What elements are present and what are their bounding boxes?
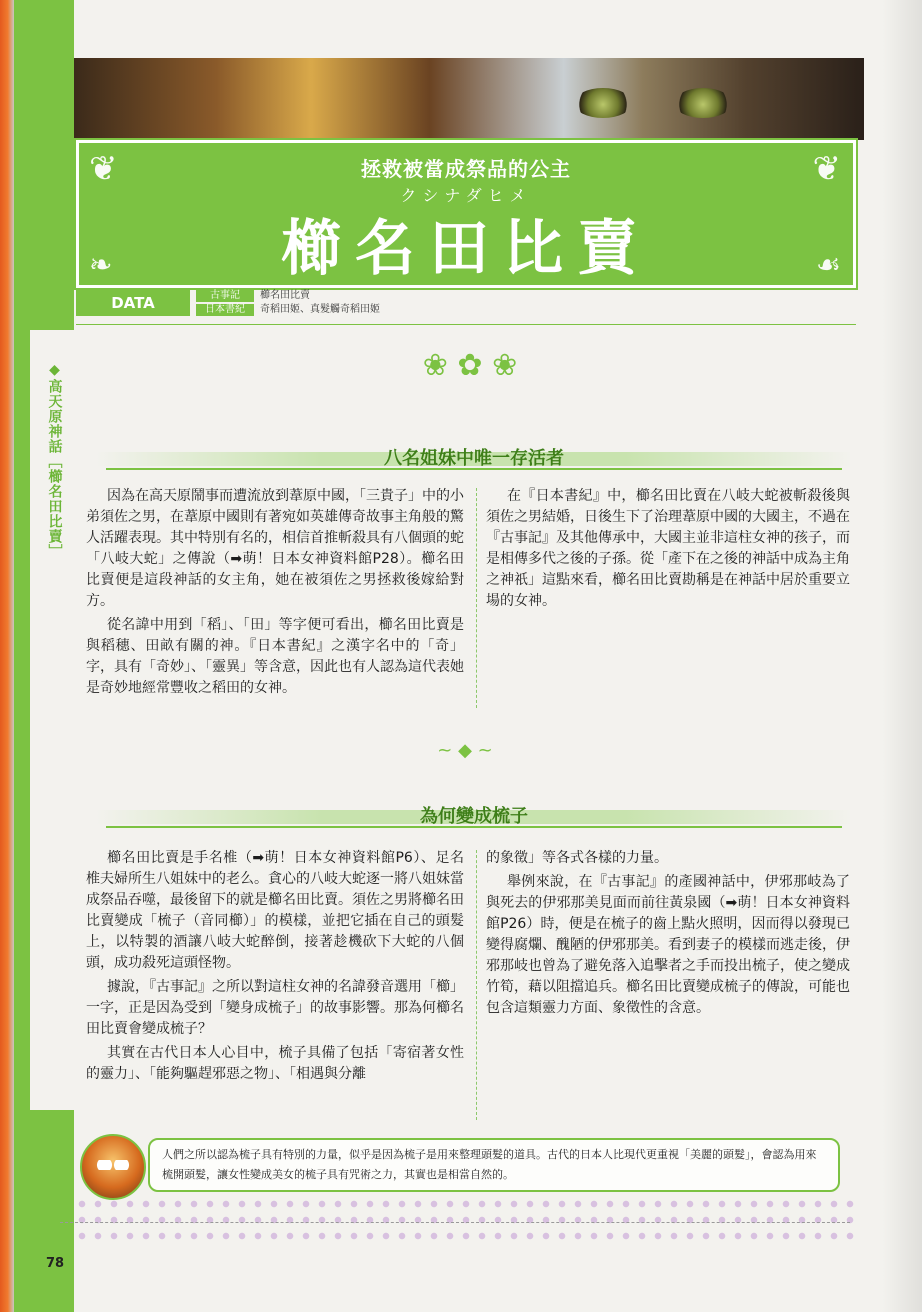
- column-divider: [476, 850, 478, 1120]
- paragraph: 櫛名田比賣是手名椎（➡萌！日本女神資料館P6）、足名椎夫婦所生八姐妹中的老么。貪心的八岐大蛇逐一將八姐妹當成祭品吞噬，最後留下的就是櫛名田比賣。須佐之男將櫛名田比賣變成「梳子（音同櫛）」的模樣，並把它插在自己的頭髮上，以特製的酒讓八岐大蛇醉倒，接著趁機砍下大蛇的八個頭，成功殺死這頭怪物。: [86, 850, 464, 971]
- data-divider: [76, 324, 856, 325]
- page-number: 78: [46, 1256, 65, 1271]
- sidebar-label-text: ◆高天原神話［櫛名田比賣］: [46, 361, 63, 559]
- swirl-ornament-left-icon: ❦: [89, 149, 118, 189]
- swirl-ornament-right-icon: ❦: [812, 149, 841, 189]
- divider-ornament-icon: ~ ◆ ~: [437, 740, 493, 761]
- data-panel: [76, 290, 856, 326]
- section-heading-text: 八名姐妹中唯一存活者: [384, 448, 564, 469]
- section-heading-text: 為何變成梳子: [420, 806, 528, 827]
- paragraph: 因為在高天原鬧事而遭流放到葦原中國，「三貴子」中的小弟須佐之男，在葦原中國則有著宛如英雄傳奇故事主角般的驚人活躍表現。其中特別有名的，相信首推斬殺具有八個頭的蛇「八岐大蛇」之傳說（➡萌！日本女神資料館P28）。櫛名田比賣便是這段神話的女主角，她在被須佐之男拯救後嫁給對方。: [86, 488, 464, 609]
- illustration-eye-left: [574, 88, 632, 118]
- page-edge-orange: [0, 0, 14, 1312]
- section1-left-column: [86, 486, 464, 702]
- title-subtitle: 拯救被當成祭品的公主: [361, 157, 571, 181]
- footer-rule: [60, 1222, 850, 1223]
- data-tab-label: DATA: [76, 290, 190, 316]
- side-note-text: 人們之所以認為梳子具有特別的力量，似乎是因為梳子是用來整理頭髮的道具。古代的日本人比現代更重視「美麗的頭髮」，會認為用來梳開頭髮，讓女性變成美女的梳子具有咒術之力，其實也是相當自然的。: [162, 1148, 817, 1181]
- side-note-box: [148, 1138, 840, 1192]
- page-title: 櫛名田比賣: [281, 214, 651, 284]
- section2-right-column: [486, 848, 850, 1022]
- section2-left-column: [86, 848, 464, 1088]
- paragraph: 據說，『古事記』之所以對這柱女神的名諱發音選用「櫛」一字，正是因為受到「變身成梳子」的故事影響。那為何櫛名田比賣會變成梳子？: [86, 979, 464, 1037]
- mascot-avatar: [80, 1134, 146, 1200]
- title-panel: [76, 140, 856, 288]
- title-reading: クシナダヒメ: [400, 186, 532, 205]
- column-divider: [476, 488, 478, 708]
- data-value-nihonshoki: 奇稻田姬、真髮觸奇稻田姬: [260, 304, 380, 315]
- section-heading-1: [96, 440, 852, 476]
- data-key-nihonshoki: 日本書紀: [196, 304, 254, 316]
- paragraph: 從名諱中用到「稻」、「田」等字便可看出，櫛名田比賣是與稻穗、田畝有關的神。『日本書紀』之漢字名中的「奇」字，具有「奇妙」、「靈異」等含意，因此也有人認為這代表她是奇妙地經常豐收之稻田的女神。: [86, 617, 464, 696]
- sidebar-chapter-label: [44, 340, 64, 586]
- swirl-ornament-bottom-right-icon: ☙: [815, 248, 841, 281]
- illustration-eye-right: [674, 88, 732, 118]
- section-heading-2: [96, 798, 852, 834]
- paragraph: 其實在古代日本人心目中，梳子具備了包括「寄宿著女性的靈力」、「能夠驅趕邪惡之物」、「相遇與分離: [86, 1045, 464, 1082]
- paragraph: 在『日本書紀』中，櫛名田比賣在八岐大蛇被斬殺後與須佐之男結婚，日後生下了治理葦原中國的大國主，不過在『古事記』及其他傳承中，大國主並非這柱女神的孩子，而是相傳多代之後的子孫。從「產下在之後的神話中成為主角之神祇」這點來看，櫛名田比賣勘稱是在神話中居於重要立場的女神。: [486, 488, 850, 609]
- flower-ornament-icon: ❀ ✿ ❀: [422, 348, 518, 383]
- data-value-kojiki: 櫛名田比賣: [260, 290, 310, 301]
- swirl-ornament-bottom-left-icon: ❧: [89, 248, 113, 281]
- paragraph: 舉例來說，在『古事記』的產國神話中，伊邪那岐為了與死去的伊邪那美見面而前往黃泉國（➡萌！日本女神資料館P26）時，便是在梳子的齒上點火照明，因而得以發現已變得腐爛、醜陋的伊邪那美。看到妻子的模樣而逃走後，伊邪那岐也曾為了避免落入追擊者之手而投出梳子，使之變成竹筍，藉以阻擋追兵。櫛名田比賣變成梳子的傳說，可能也包含這類靈力方面、象徵性的含意。: [486, 874, 850, 1016]
- page-shadow: [882, 0, 922, 1312]
- header-illustration-banner: [74, 58, 864, 140]
- data-key-kojiki: 古事記: [196, 290, 254, 302]
- section1-right-column: [486, 486, 850, 615]
- paragraph-continued: 的象徵」等各式各樣的力量。: [486, 850, 668, 866]
- dot-pattern-decoration: [74, 1196, 854, 1246]
- mascot-eyes: [96, 1160, 130, 1170]
